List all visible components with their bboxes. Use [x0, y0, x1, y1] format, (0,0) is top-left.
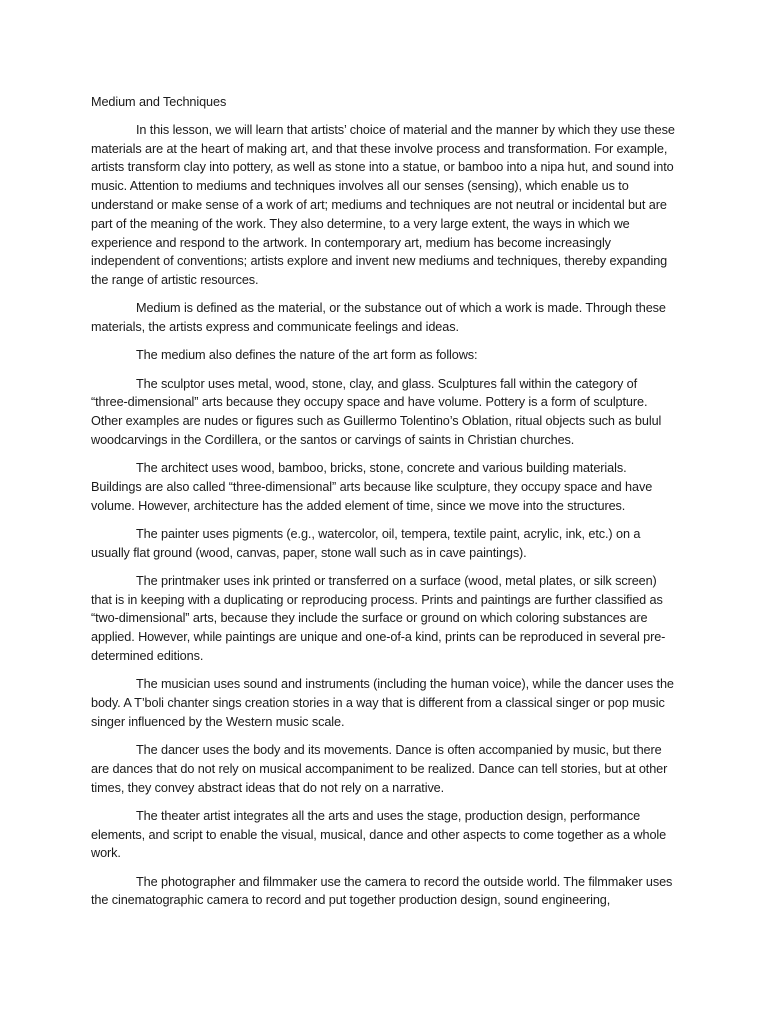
paragraph-painter: The painter uses pigments (e.g., watercolor, oil, tempera, textile paint, acrylic, ink, etc.) on a usually flat ground (wood, canvas, paper, stone wall such as in cave paintings). — [91, 526, 641, 560]
paragraph-medium-definition: Medium is defined as the material, or the substance out of which a work is made. Through these materials, the artists express and communicate feelings and ideas. — [91, 301, 666, 335]
paragraph-theater-artist: The theater artist integrates all the arts and uses the stage, production design, performance elements, and script to enable the visual, musical, dance and other aspects to come together as a whole work. — [91, 808, 667, 861]
paragraph-intro: In this lesson, we will learn that artists’ choice of material and the manner by which they use these materials are at the heart of making art, and that these involve process and transformation. For example, artists transform clay into pottery, as well as stone into a statue, or bamboo into a nipa hut, and sound into music. Attention to mediums and techniques involves all our senses (sensing), which enable us to understand or make sense of a work of art; mediums and techniques are not neutral or incidental but are part of the meaning of the work. They also determine, to a very large extent, the ways in which we experience and respond to the artwork. In contemporary art, medium has become increasingly independent of conventions; artists explore and invent new mediums and techniques, thereby expanding the range of artistic resources. — [91, 122, 675, 288]
paragraph-architect: The architect uses wood, bamboo, bricks, stone, concrete and various building materials. Buildings are also called “three-dimensional” arts because like sculpture, they occupy space and have volume. However, architecture has the added element of time, since we move into the structures. — [91, 461, 653, 513]
paragraph-printmaker: The printmaker uses ink printed or transferred on a surface (wood, metal plates, or silk screen) that is in keeping with a duplicating or reproducing process. Prints and paintings are further classified as “two-dimensional” arts, because they include the surface or ground on which coloring substances are applied. However, while paintings are unique and one-of-a kind, prints can be reproduced in several pre-determined editions. — [91, 573, 666, 664]
paragraph-sculptor: The sculptor uses metal, wood, stone, clay, and glass. Sculptures fall within the category of “three-dimensional” arts because they occupy space and have volume. Pottery is a form of sculpture. Other examples are nudes or figures such as Guillermo Tolentino’s Oblation, ritual objects such as bulul woodcarvings in the Cordillera, or the santos or carvings of saints in Christian churches. — [91, 376, 662, 447]
page-title: Medium and Techniques — [91, 95, 227, 109]
paragraph-photographer-filmmaker: The photographer and filmmaker use the camera to record the outside world. The filmmaker uses the cinematographic camera to record and put together production design, sound engineering, — [91, 874, 673, 908]
document-page — [91, 93, 676, 920]
paragraph-art-forms-intro: The medium also defines the nature of the art form as follows: — [136, 348, 478, 363]
paragraph-musician: The musician uses sound and instruments (including the human voice), while the dancer uses the body. A T’boli chanter sings creation stories in a way that is different from a classical singer or pop music singer influenced by the Western music scale. — [91, 677, 674, 729]
paragraph-dancer: The dancer uses the body and its movements. Dance is often accompanied by music, but there are dances that do not rely on musical accompaniment to be realized. Dance can tell stories, but at other times, they convey abstract ideas that do not rely on a narrative. — [91, 743, 668, 795]
